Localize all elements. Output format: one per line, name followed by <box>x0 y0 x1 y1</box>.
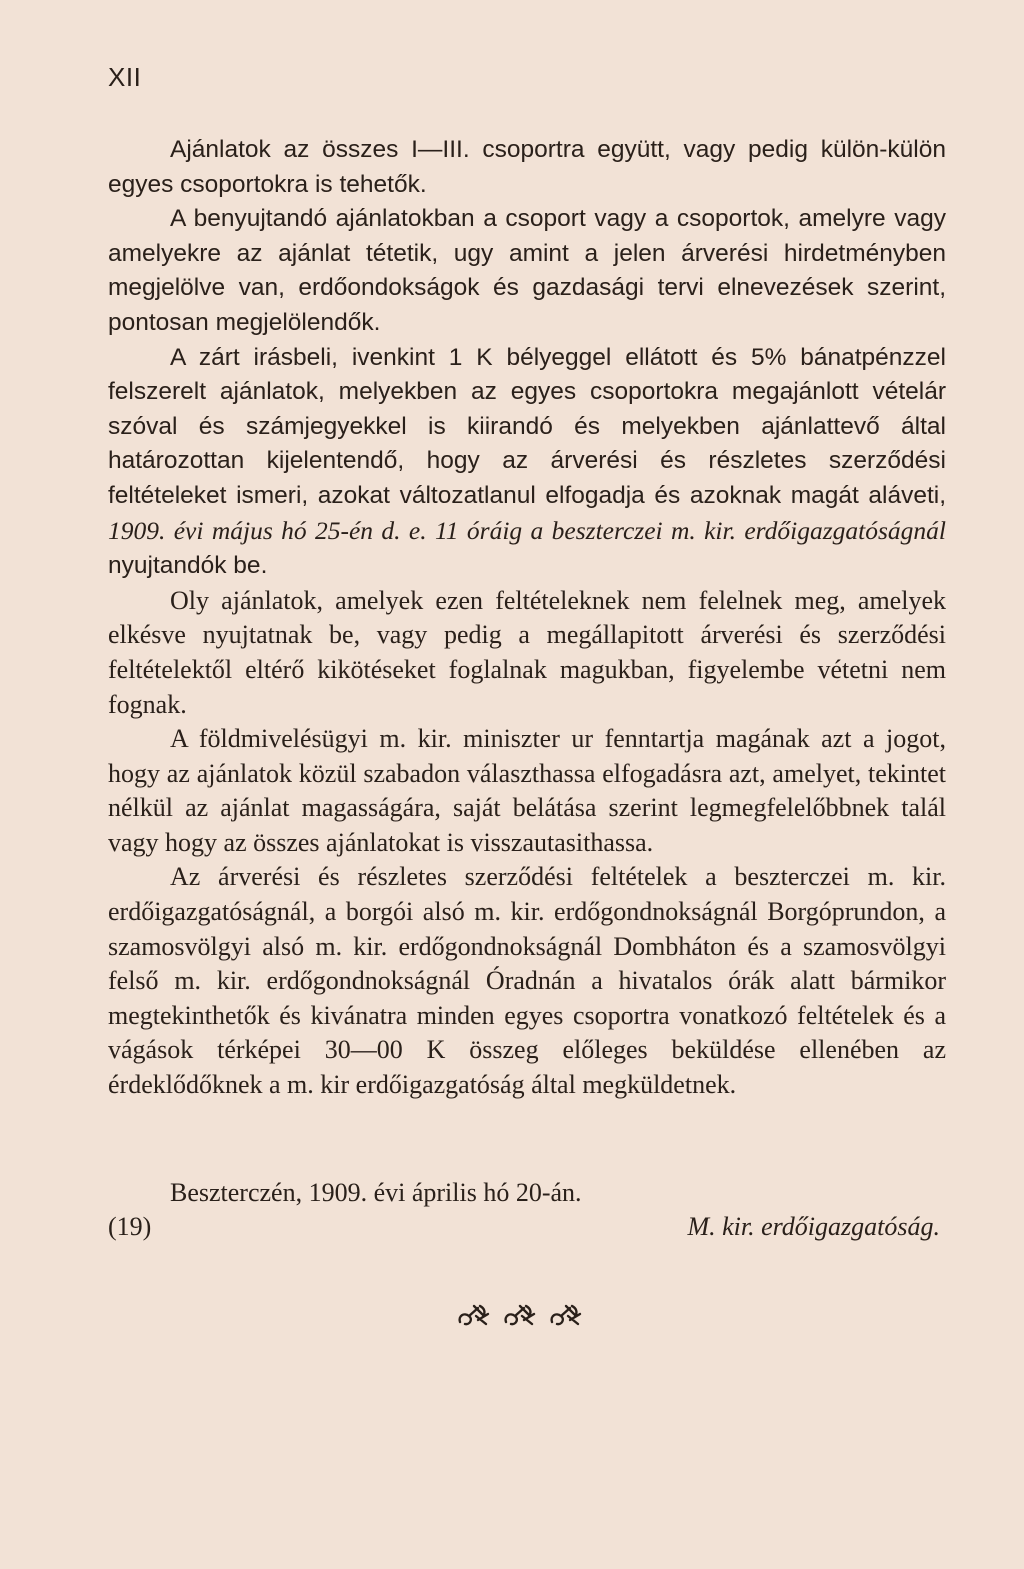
page-number: XII <box>108 62 142 92</box>
paragraph-1: Ajánlatok az összes I—III. csoportra együtt, vagy pedig külön-külön egyes csoportokra is tehetők. <box>108 136 946 198</box>
fleuron-icon <box>502 1302 536 1328</box>
paragraph-4: Oly ajánlatok, amelyek ezen feltételeknek nem felelnek meg, amelyek elkésve nyujtatnak be, vagy pedig a megállapitott árverési és szerződési feltételektől eltérő kikötéseket foglalnak magukban, figyelembe vétetni nem fognak. <box>108 585 946 719</box>
fleuron-icon <box>456 1302 490 1328</box>
paragraph-2: A benyujtandó ajánlatokban a csoport vagy a csoportok, amelyre vagy amelyekre az ajánlat tétetik, ugy amint a jelen árverési hirdetményben megjelölve van, erdőondokságok és gazdasági tervi elnevezések szerint, pontosan megjelölendők. <box>108 205 946 336</box>
paragraph-3 <box>108 341 946 584</box>
fleuron-icon <box>548 1302 582 1328</box>
place-date: Beszterczén, 1909. évi április hó 20-án. <box>170 1178 582 1207</box>
paragraph-3-text-after: nyujtandók be. <box>108 552 268 580</box>
issue-number: (19) <box>108 1212 152 1241</box>
signatory: M. kir. erdőigazgatóság. <box>687 1212 940 1241</box>
signature-row <box>108 1212 946 1242</box>
paragraph-3-text-before: A zárt irásbeli, ivenkint 1 K bélyeggel ellátott és 5% bánatpénzzel felszerelt ajánlatok, melyekben az egyes csoportokra megajánlott vételár szóval és számjegyekkel is kiirandó és melyekben ajánlattevő által határozottan kijelentendő, hogy az árverési és részletes szerződési feltételeket ismeri, azokat változatlanul elfogadja és azoknak magát aláveti, <box>108 343 946 509</box>
fleuron-ornament-icon <box>456 1302 582 1328</box>
submission-deadline: 1909. évi május hó 25-én d. e. 11 óráig a beszterczei m. kir. erdőigazgatóságnál <box>108 515 946 545</box>
body-text <box>108 133 946 1103</box>
paragraph-5: A földmivelésügyi m. kir. miniszter ur fenntartja magának azt a jogot, hogy az ajánlatok közül szabadon választhassa elfogadásra azt, amelyet, tekintet nélkül az ajánlat magasságára, saját belátása szerint legmegfelelőbbnek talál vagy hogy az összes ajánlatokat is visszautasithassa. <box>108 724 946 857</box>
paragraph-6: Az árverési és részletes szerződési feltételek a beszterczei m. kir. erdőigazgatóságnál, a borgói alsó m. kir. erdőgondnokságnál Borgóprundon, a szamosvölgyi alsó m. kir. erdőgondnokságnál Dombháton és a szamosvölgyi felső m. kir. erdőgondnokságnál Óradnán a hivatalos órák alatt bármikor megtekinthetők és kivánatra minden egyes csoportra vonatkozó feltételek és a vágások térképei 30—00 K összeg előleges beküldése ellenében az érdeklődőknek a m. kir erdőigazgatóság által megküldetnek. <box>108 862 946 1100</box>
